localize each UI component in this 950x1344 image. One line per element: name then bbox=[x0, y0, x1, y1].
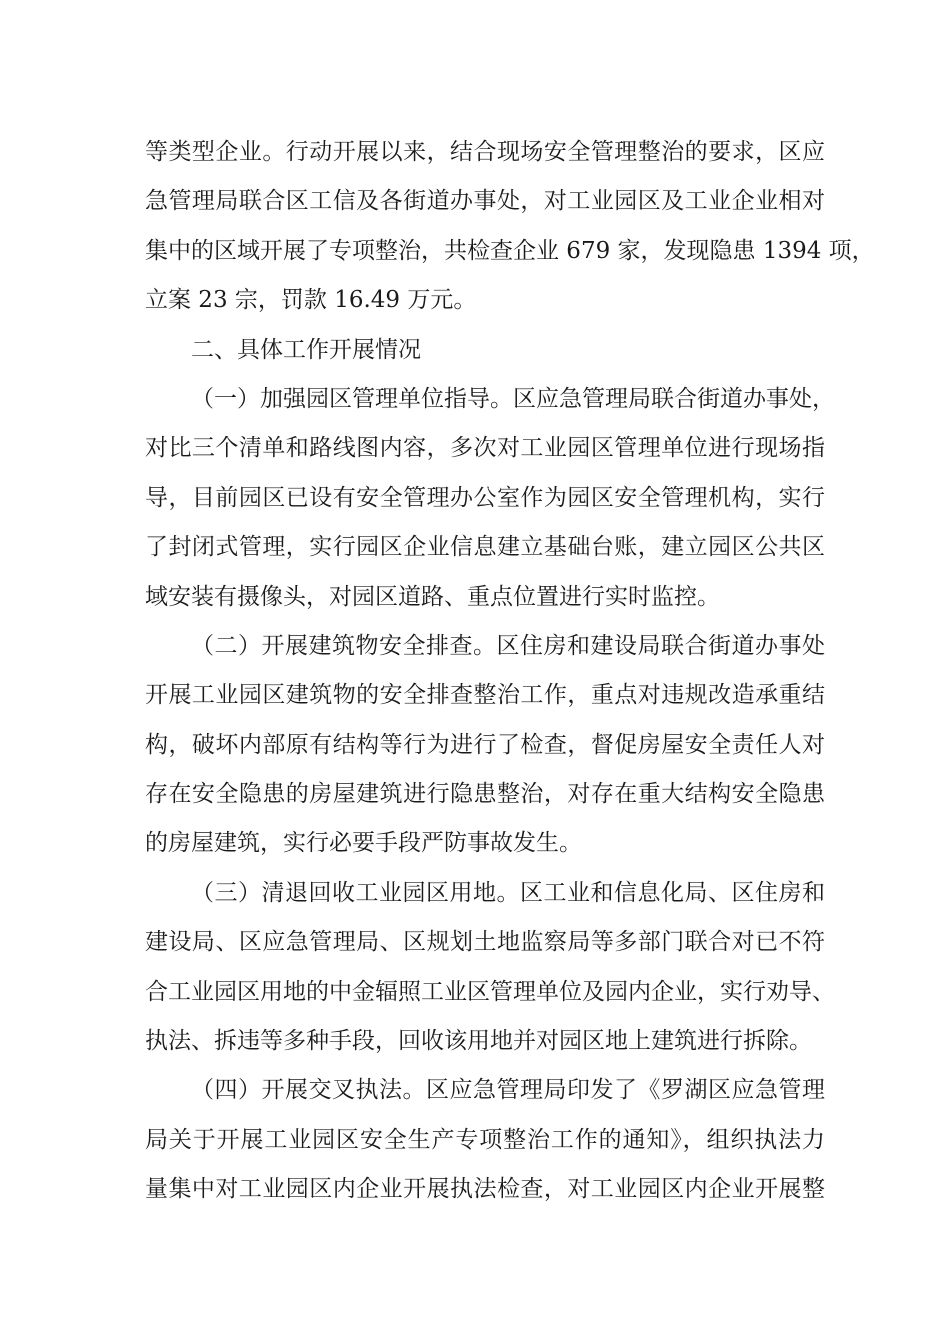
text-line: （一）加强园区管理单位指导。区应急管理局联合街道办事处， bbox=[191, 385, 835, 412]
text-line: 了封闭式管理，实行园区企业信息建立基础台账，建立园区公共区 bbox=[145, 534, 825, 561]
text-line: 对比三个清单和路线图内容，多次对工业园区管理单位进行现场指 bbox=[145, 435, 825, 462]
text-line: （三）清退回收工业园区用地。区工业和信息化局、区住房和 bbox=[191, 879, 825, 906]
text-line: 执法、拆违等多种手段，回收该用地并对园区地上建筑进行拆除。 bbox=[145, 1028, 812, 1055]
text-line: 建设局、区应急管理局、区规划土地监察局等多部门联合对已不符 bbox=[145, 929, 825, 956]
paragraph-item-3 bbox=[145, 869, 835, 1067]
section-heading bbox=[145, 326, 825, 375]
text-line: 构，破坏内部原有结构等行为进行了检查，督促房屋安全责任人对 bbox=[145, 731, 825, 758]
text-line: 急管理局联合区工信及各街道办事处，对工业园区及工业企业相对 bbox=[145, 188, 825, 215]
text-line: 合工业园区用地的中金辐照工业区管理单位及园内企业，实行劝导、 bbox=[145, 978, 835, 1005]
text-line: 域安装有摄像头，对园区道路、重点位置进行实时监控。 bbox=[145, 583, 720, 610]
text-line: 开展工业园区建筑物的安全排查整治工作，重点对违规改造承重结 bbox=[145, 682, 825, 709]
text-line: 导，目前园区已设有安全管理办公室作为园区安全管理机构，实行 bbox=[145, 484, 825, 511]
heading-text: 二、具体工作开展情况 bbox=[191, 336, 421, 363]
text-line: 局关于开展工业园区安全生产专项整治工作的通知》，组织执法力 bbox=[145, 1126, 825, 1153]
text-line: 量集中对工业园区内企业开展执法检查，对工业园区内企业开展整 bbox=[145, 1176, 825, 1203]
text-line: 等类型企业。行动开展以来，结合现场安全管理整治的要求，区应 bbox=[145, 139, 825, 165]
text-line: （四）开展交叉执法。区应急管理局印发了《罗湖区应急管理 bbox=[191, 1077, 825, 1104]
paragraph-item-2 bbox=[145, 622, 825, 869]
paragraph-summary bbox=[145, 128, 875, 326]
text-line: 立案 23 宗，罚款 16.49 万元。 bbox=[145, 287, 477, 314]
paragraph-item-4 bbox=[145, 1066, 825, 1214]
text-line: （二）开展建筑物安全排查。区住房和建设局联合街道办事处 bbox=[191, 632, 825, 659]
paragraph-item-1 bbox=[145, 375, 835, 622]
text-line: 的房屋建筑，实行必要手段严防事故发生。 bbox=[145, 830, 582, 857]
text-line: 集中的区域开展了专项整治，共检查企业 679 家，发现隐患 1394 项， bbox=[145, 237, 875, 264]
document-body bbox=[145, 128, 875, 1215]
text-line: 存在安全隐患的房屋建筑进行隐患整治，对存在重大结构安全隐患 bbox=[145, 781, 825, 808]
